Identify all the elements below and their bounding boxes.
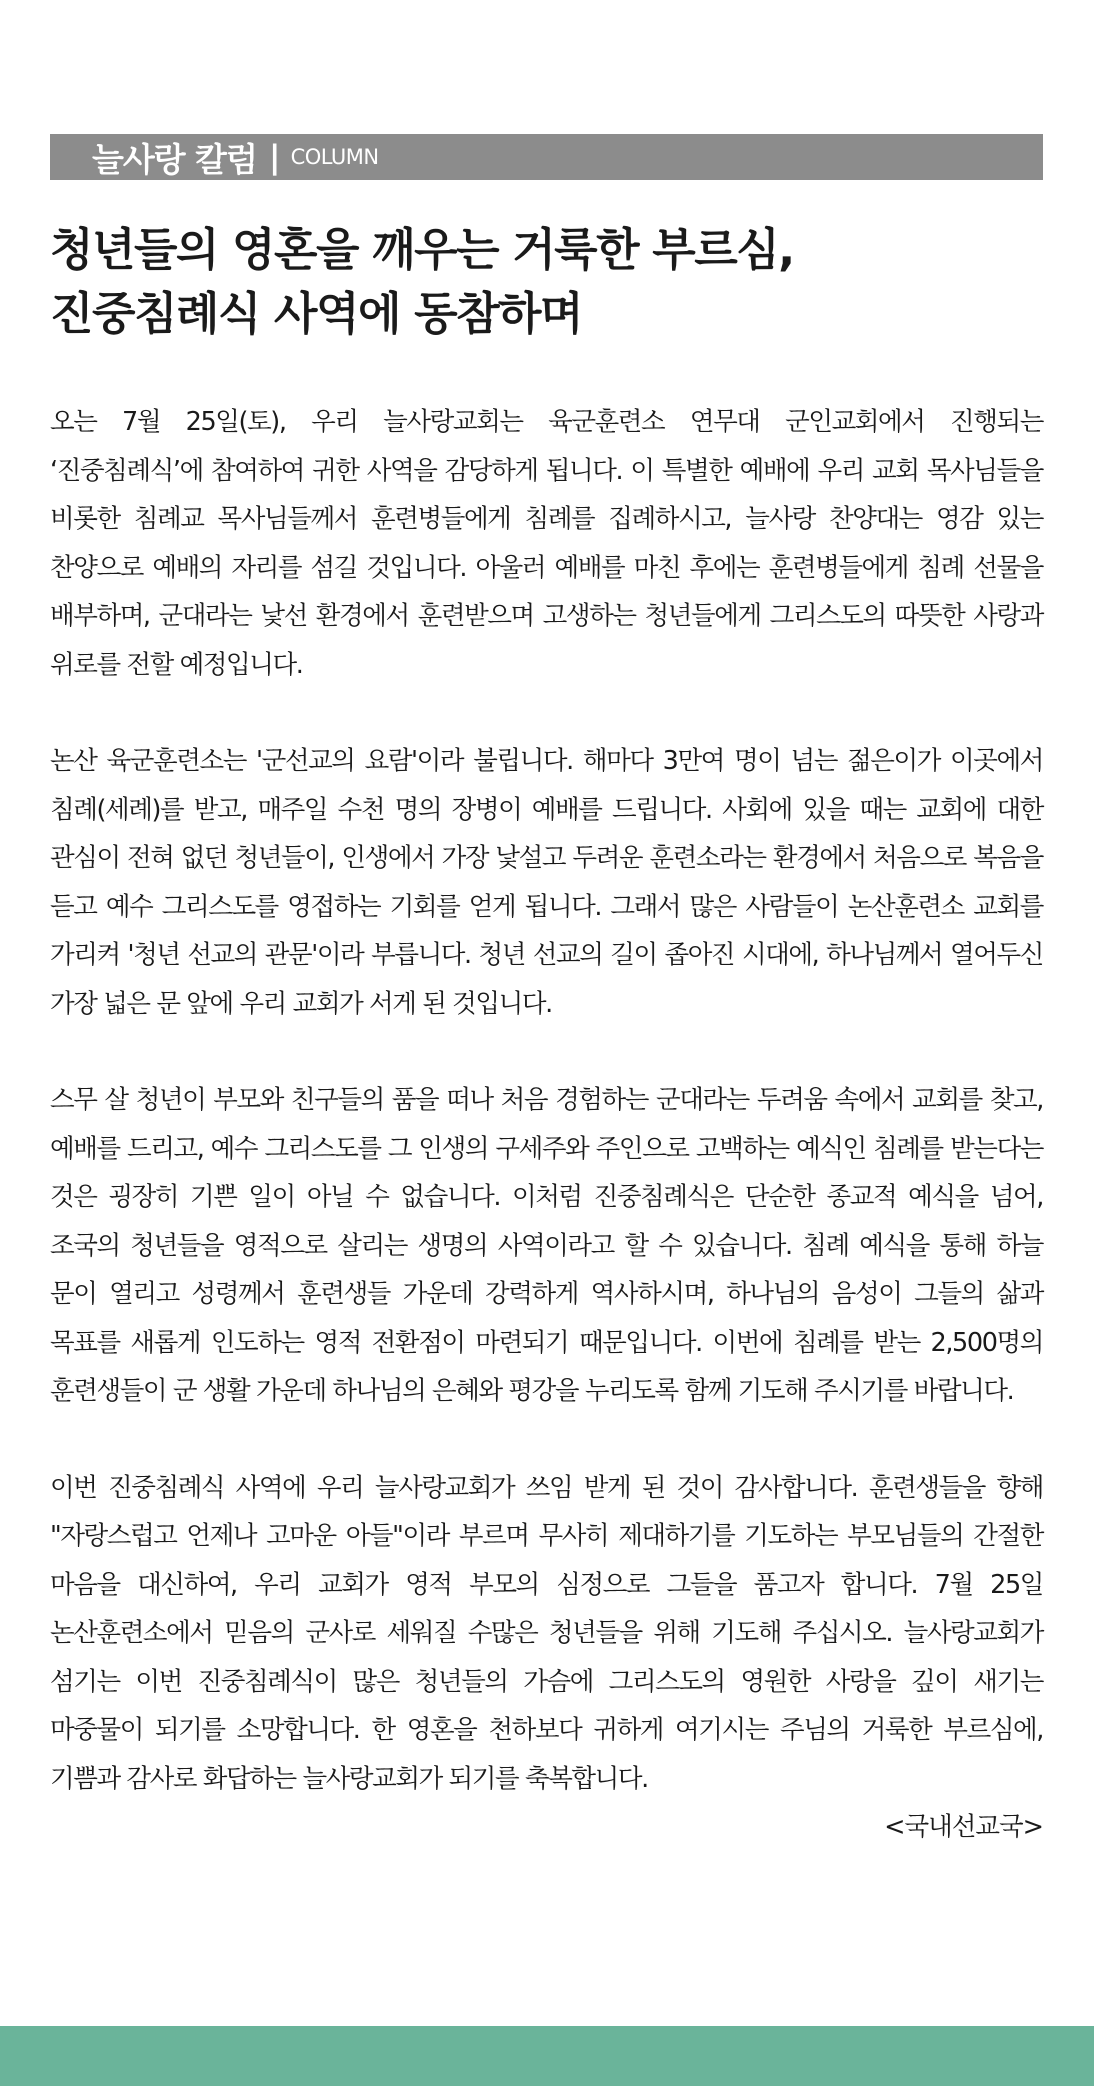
article-body: [50, 398, 1043, 1852]
article-headline: [50, 218, 1043, 346]
column-header-bar: [50, 134, 1043, 180]
article-paragraph-4: 이번 진중침례식 사역에 우리 늘사랑교회가 쓰임 받게 된 것이 감사합니다. 훈련생들을 향해 "자랑스럽고 언제나 고마운 아들"이라 부르며 무사히 제대하기를 기도하는 부모님들의 간절한 마음을 대신하여, 우리 교회가 영적 부모의 심정으로 그들을 품고자 합니다. 7월 25일 논산훈련소에서 믿음의 군사로 세워질 수많은 청년들을 위해 기도해 주십시오. 늘사랑교회가 섬기는 이번 진중침례식이 많은 청년들의 가슴에 그리스도의 영원한 사랑을 깊이 새기는 마중물이 되기를 소망합니다. 한 영혼을 천하보다 귀하게 여기시는 주님의 거룩한 부르심에, 기쁨과 감사로 화답하는 늘사랑교회가 되기를 축복합니다.: [50, 1472, 1043, 1794]
column-header-subtitle: COLUMN: [290, 145, 379, 169]
article-paragraph-3: 스무 살 청년이 부모와 친구들의 품을 떠나 처음 경험하는 군대라는 두려움 속에서 교회를 찾고, 예배를 드리고, 예수 그리스도를 그 인생의 구세주와 주인으로 고백하는 예식인 침례를 받는다는 것은 굉장히 기쁜 일이 아닐 수 없습니다. 이처럼 진중침례식은 단순한 종교적 예식을 넘어, 조국의 청년들을 영적으로 살리는 생명의 사역이라고 할 수 있습니다. 침례 예식을 통해 하늘 문이 열리고 성령께서 훈련생들 가운데 강력하게 역사하시며, 하나님의 음성이 그들의 삶과 목표를 새롭게 인도하는 영적 전환점이 마련되기 때문입니다. 이번에 침례를 받는 2,500명의 훈련생들이 군 생활 가운데 하나님의 은혜와 평강을 누리도록 함께 기도해 주시기를 바랍니다.: [50, 1085, 1043, 1406]
article-signature: <국내선교국>: [884, 1812, 1043, 1842]
headline-line-1: 청년들의 영혼을 깨우는 거룩한 부르심,: [50, 223, 794, 276]
footer-color-bar: [0, 2026, 1094, 2086]
column-header-title: 늘사랑 칼럼: [92, 139, 257, 179]
article-paragraph-2: 논산 육군훈련소는 '군선교의 요람'이라 불립니다. 해마다 3만여 명이 넘는 젊은이가 이곳에서 침례(세례)를 받고, 매주일 수천 명의 장병이 예배를 드립니다. 사회에 있을 때는 교회에 대한 관심이 전혀 없던 청년들이, 인생에서 가장 낯설고 두려운 훈련소라는 환경에서 처음으로 복음을 듣고 예수 그리스도를 영접하는 기회를 얻게 됩니다. 그래서 많은 사람들이 논산훈련소 교회를 가리켜 '청년 선교의 관문'이라 부릅니다. 청년 선교의 길이 좁아진 시대에, 하나님께서 열어두신 가장 넓은 문 앞에 우리 교회가 서게 된 것입니다.: [50, 746, 1043, 1019]
article-paragraph-1: 오는 7월 25일(토), 우리 늘사랑교회는 육군훈련소 연무대 군인교회에서 진행되는 ‘진중침례식’에 참여하여 귀한 사역을 감당하게 됩니다. 이 특별한 예배에 우리 교회 목사님들을 비롯한 침례교 목사님들께서 훈련병들에게 침례를 집례하시고, 늘사랑 찬양대는 영감 있는 찬양으로 예배의 자리를 섬길 것입니다. 아울러 예배를 마친 후에는 훈련병들에게 침례 선물을 배부하며, 군대라는 낯선 환경에서 훈련받으며 고생하는 청년들에게 그리스도의 따뜻한 사랑과 위로를 전할 예정입니다.: [50, 407, 1043, 680]
headline-line-2: 진중침례식 사역에 동참하며: [50, 287, 582, 340]
column-header-separator: |: [268, 138, 281, 176]
